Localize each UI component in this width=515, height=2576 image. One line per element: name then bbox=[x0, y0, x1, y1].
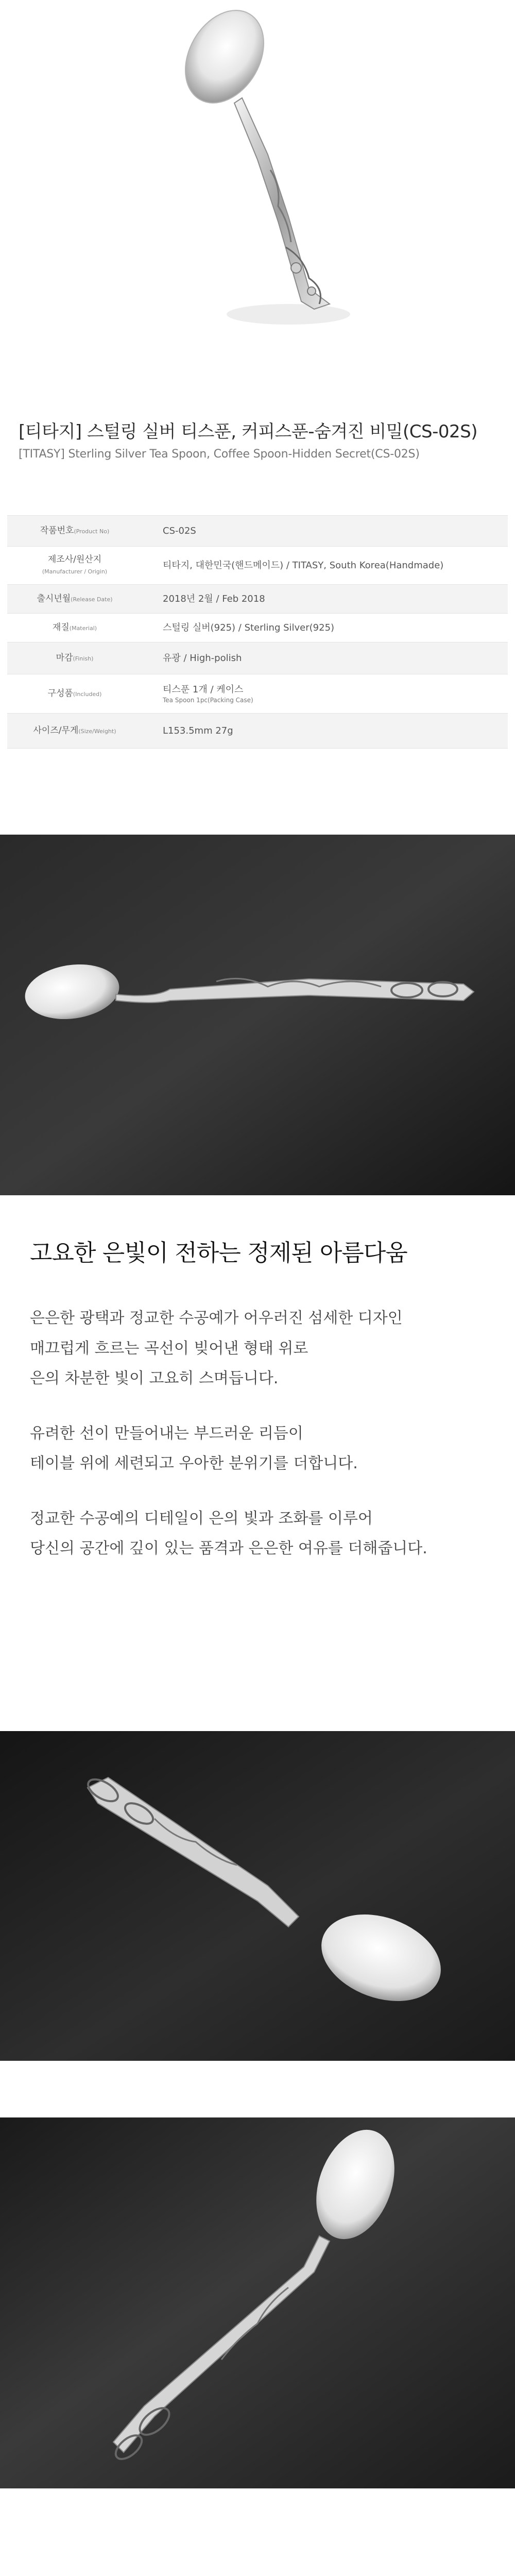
spoon-photo-2 bbox=[0, 835, 515, 1195]
description-heading: 고요한 은빛이 전하는 정제된 아름다움 bbox=[30, 1239, 407, 1266]
spec-value: CS-02S bbox=[163, 525, 196, 536]
spec-row bbox=[7, 516, 508, 547]
dark-photo-2 bbox=[0, 1731, 515, 2061]
spec-row bbox=[7, 642, 508, 674]
description-paragraph-3 bbox=[30, 1504, 488, 1564]
product-title-en: [TITASY] Sterling Silver Tea Spoon, Coffee Spoon-Hidden Secret(CS-02S) bbox=[19, 448, 420, 461]
spec-label: 마감(Finish) bbox=[56, 652, 94, 663]
spoon-photo-1 bbox=[0, 0, 515, 355]
spec-value: 스털링 실버(925) / Sterling Silver(925) bbox=[163, 622, 335, 633]
hero-photo bbox=[0, 0, 515, 355]
description-line: 매끄럽게 흐르는 곡선이 빚어낸 형태 위로 bbox=[30, 1339, 308, 1358]
spec-value: 티타지, 대한민국(핸드메이드) / TITASY, South Korea(Handmade) bbox=[163, 560, 444, 571]
spec-label: 제조사/원산지 (Manufacturer / Origin) bbox=[42, 554, 108, 575]
description-copy bbox=[30, 1234, 488, 1564]
spec-label: 재질(Material) bbox=[52, 622, 97, 633]
spec-value: 2018년 2월 / Feb 2018 bbox=[163, 593, 265, 604]
description-line: 은의 차분한 빛이 고요히 스며듭니다. bbox=[30, 1369, 279, 1387]
spec-value: 티스푼 1개 / 케이스 Tea Spoon 1pc(Packing Case) bbox=[163, 684, 253, 704]
spec-row bbox=[7, 674, 508, 714]
spoon-photo-4 bbox=[0, 2117, 515, 2488]
product-title-block bbox=[19, 417, 497, 461]
product-title-ko: [티타지] 스털링 실버 티스푼, 커피스푼-숨겨진 비밀(CS-02S) bbox=[19, 421, 477, 442]
spec-label: 작품번호(Product No) bbox=[40, 525, 110, 536]
description-line: 유려한 선이 만들어내는 부드러운 리듬이 bbox=[30, 1424, 303, 1443]
description-line: 당신의 공간에 깊이 있는 품격과 은은한 여유를 더해줍니다. bbox=[30, 1539, 427, 1557]
spec-table bbox=[7, 515, 508, 749]
description-line: 테이블 위에 세련되고 우아한 분위기를 더합니다. bbox=[30, 1454, 358, 1472]
dark-photo-1 bbox=[0, 835, 515, 1195]
dark-photo-3 bbox=[0, 2117, 515, 2488]
spec-label: 구성품(Included) bbox=[47, 688, 102, 699]
description-paragraph-2 bbox=[30, 1419, 488, 1479]
spoon-photo-3 bbox=[0, 1731, 515, 2061]
spec-row bbox=[7, 614, 508, 642]
spec-label: 출시년월(Release Date) bbox=[37, 593, 113, 604]
spec-row bbox=[7, 585, 508, 614]
description-paragraph-1 bbox=[30, 1303, 488, 1394]
spec-value: L153.5mm 27g bbox=[163, 725, 233, 736]
spec-value: 유광 / High-polish bbox=[163, 652, 242, 664]
spec-label: 사이즈/무게(Size/Weight) bbox=[33, 725, 116, 736]
description-line: 은은한 광택과 정교한 수공예가 어우러진 섬세한 디자인 bbox=[30, 1309, 403, 1327]
description-line: 정교한 수공예의 디테일이 은의 빛과 조화를 이루어 bbox=[30, 1509, 373, 1528]
spec-row bbox=[7, 547, 508, 585]
spec-row bbox=[7, 714, 508, 749]
